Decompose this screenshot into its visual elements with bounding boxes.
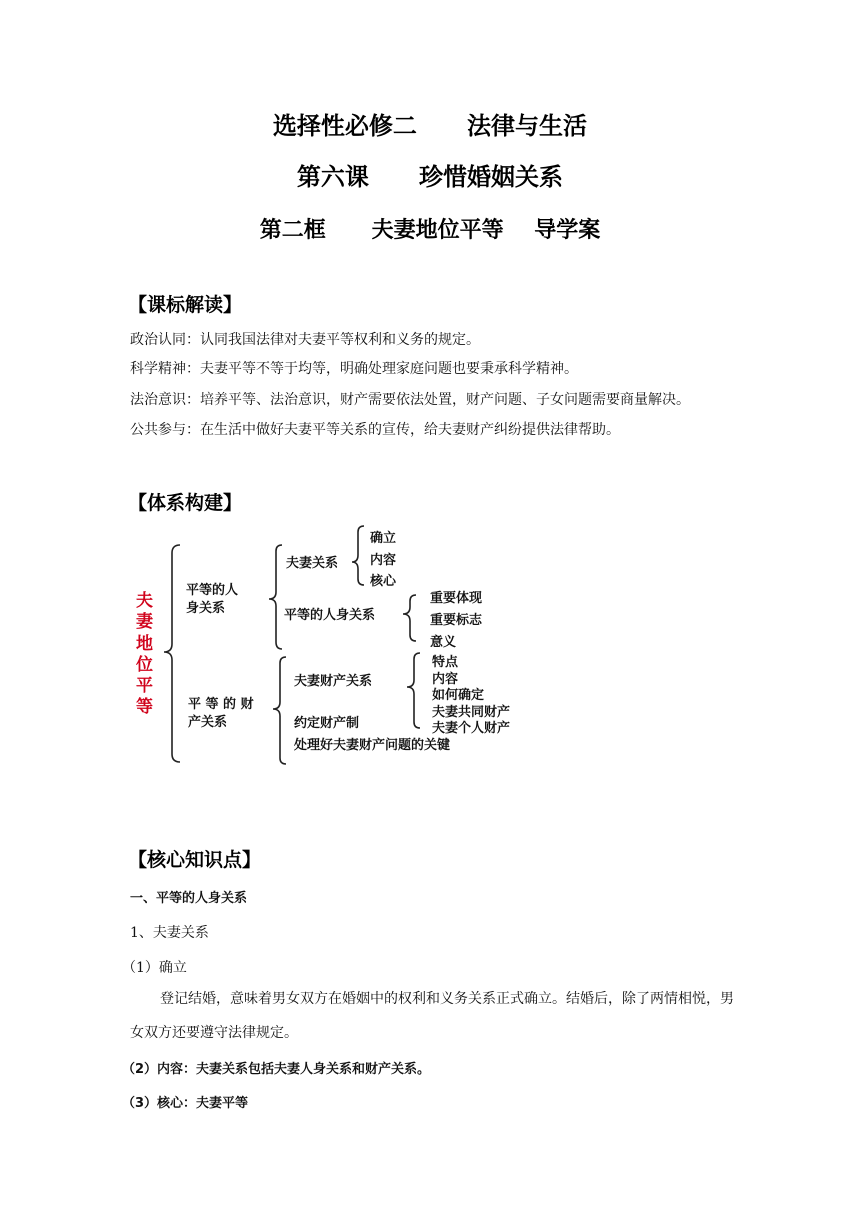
diagram-branch-property: 平 等 的 财 — [188, 697, 254, 712]
diagram-hw-bracket — [352, 526, 364, 585]
diagram-root-char: 平 — [136, 676, 153, 696]
curriculum-line: 公共参与：在生活中做好夫妻平等关系的宣传，给夫妻财产纠纷提供法律帮助。 — [130, 422, 620, 438]
diagram-equal-personal: 平等的人身关系 — [284, 608, 376, 623]
diagram-root-char: 等 — [136, 697, 153, 717]
diagram-root-char: 地 — [136, 634, 153, 654]
core-paragraph-1: 登记结婚，意味着男女双方在婚姻中的权利和义务关系正式确立。结婚后，除了两情相悦，男女双方还要遵守法律规定。 — [130, 991, 734, 1041]
diagram-agreed-property: 约定财产制 — [294, 716, 360, 731]
core-heading: 【核心知识点】 — [128, 849, 262, 871]
diagram-property-bracket — [273, 657, 286, 764]
diagram-root-char: 妻 — [136, 612, 153, 632]
diagram-ep-item: 重要标志 — [430, 613, 483, 628]
diagram-ep-bracket — [403, 595, 416, 641]
diagram-husband-wife: 夫妻关系 — [286, 556, 339, 571]
diagram-pr-item: 如何确定 — [432, 688, 485, 703]
curriculum-line: 政治认同：认同我国法律对夫妻平等权利和义务的规定。 — [130, 332, 480, 348]
core-item-1: 1、夫妻关系 — [130, 925, 209, 941]
lesson-title: 第六课 珍惜婚姻关系 — [296, 163, 564, 191]
diagram-ep-item: 重要体现 — [430, 591, 483, 606]
diagram-branch-personal: 身关系 — [186, 601, 226, 616]
curriculum-line: 科学精神：夫妻平等不等于均等，明确处理家庭问题也要秉承科学精神。 — [130, 361, 578, 377]
diagram-pr-item: 特点 — [432, 655, 459, 670]
frame-title: 第二框 夫妻地位平等 导学案 — [259, 218, 601, 243]
diagram-hw-item: 确立 — [370, 531, 397, 546]
diagram-hw-item: 核心 — [370, 574, 397, 589]
diagram-root-char: 位 — [136, 655, 153, 675]
diagram-pr-item: 夫妻共同财产 — [432, 705, 511, 720]
diagram-pr-item: 内容 — [432, 672, 459, 687]
doc-title: 选择性必修二 法律与生活 — [272, 112, 588, 140]
core-sub-3: （3）核心：夫妻平等 — [122, 1096, 249, 1111]
knowledge-structure-diagram — [126, 522, 546, 772]
diagram-hw-item: 内容 — [370, 553, 397, 568]
diagram-personal-bracket — [269, 545, 282, 649]
diagram-pr-item: 夫妻个人财产 — [432, 721, 511, 736]
diagram-main-bracket — [164, 545, 180, 762]
diagram-root-char: 夫 — [136, 591, 153, 611]
diagram-property-relation: 夫妻财产关系 — [294, 674, 373, 689]
curriculum-line: 法治意识：培养平等、法治意识，财产需要依法处置，财产问题、子女问题需要商量解决。 — [130, 392, 690, 408]
diagram-ep-item: 意义 — [430, 635, 457, 650]
diagram-branch-property: 产关系 — [188, 715, 228, 730]
diagram-branch-personal: 平等的人 — [186, 583, 239, 598]
core-sub-2: （2）内容：夫妻关系包括夫妻人身关系和财产关系。 — [122, 1062, 431, 1077]
system-heading: 【体系构建】 — [128, 492, 243, 514]
diagram-pr-bracket — [407, 653, 420, 728]
curriculum-heading: 【课标解读】 — [128, 294, 243, 316]
core-sub-1: （1）确立 — [122, 960, 187, 976]
core-section-1: 一、平等的人身关系 — [130, 891, 248, 906]
diagram-key: 处理好夫妻财产问题的关键 — [294, 738, 451, 753]
